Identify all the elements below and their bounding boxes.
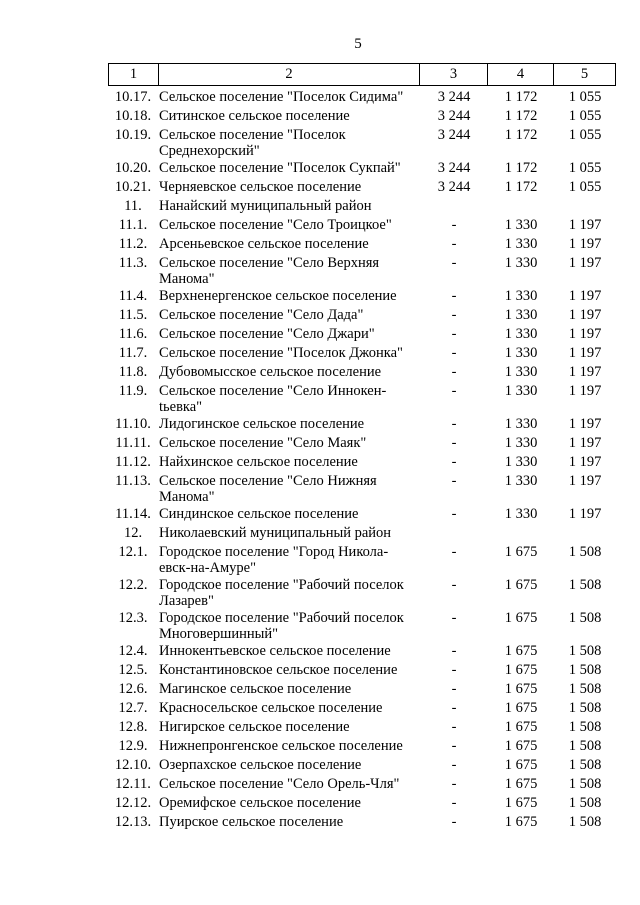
row-number: 12.13. bbox=[114, 814, 152, 830]
row-number: 11.3. bbox=[118, 255, 148, 271]
header-col-3: 3 bbox=[420, 64, 488, 86]
row-col-3: - bbox=[451, 544, 457, 560]
row-col-3 bbox=[420, 198, 488, 214]
row-name bbox=[158, 364, 420, 380]
row-col-3: - bbox=[451, 364, 457, 380]
row-col-5: 1 197 bbox=[568, 364, 602, 380]
row-name bbox=[158, 326, 420, 342]
table-row bbox=[108, 795, 615, 811]
row-number: 12.10. bbox=[114, 757, 152, 773]
row-col-4: 1 675 bbox=[504, 681, 538, 697]
row-name-line: Николаевский муниципальный район bbox=[159, 525, 392, 541]
table-body bbox=[108, 89, 615, 833]
row-name bbox=[158, 700, 420, 716]
row-col-4: 1 330 bbox=[504, 255, 538, 271]
row-col-3: - bbox=[451, 454, 457, 470]
row-col-3 bbox=[420, 525, 488, 541]
row-name-line: Нанайский муниципальный район bbox=[159, 198, 372, 214]
row-name-line: Сельское поселение "Село Джари" bbox=[159, 326, 375, 342]
row-number: 10.21. bbox=[114, 179, 152, 195]
row-name bbox=[158, 610, 420, 642]
row-name-line: Многовершинный" bbox=[159, 626, 279, 642]
table-row bbox=[108, 307, 615, 323]
row-name-line: Сельское поселение "Село Троицкое" bbox=[159, 217, 392, 233]
row-col-5: 1 197 bbox=[568, 326, 602, 342]
row-col-3: 3 244 bbox=[437, 179, 471, 195]
table-row bbox=[108, 345, 615, 361]
row-col-3: - bbox=[451, 719, 457, 735]
row-col-3: 3 244 bbox=[437, 108, 471, 124]
table-row bbox=[108, 416, 615, 432]
row-col-3: - bbox=[451, 814, 457, 830]
row-name-line: Черняевское сельское поселение bbox=[159, 179, 362, 195]
row-number: 12.5. bbox=[118, 662, 148, 678]
row-number: 10.18. bbox=[114, 108, 152, 124]
table-row bbox=[108, 288, 615, 304]
row-col-5: 1 197 bbox=[568, 454, 602, 470]
row-col-5: 1 508 bbox=[568, 795, 602, 811]
row-name bbox=[158, 719, 420, 735]
row-name-line: евск-на-Амуре" bbox=[159, 560, 257, 576]
row-col-4: 1 675 bbox=[504, 776, 538, 792]
row-name-line: Манома" bbox=[159, 271, 215, 287]
row-col-3: - bbox=[451, 288, 457, 304]
row-name bbox=[158, 473, 420, 505]
row-number: 12.2. bbox=[118, 577, 148, 593]
table-row bbox=[108, 700, 615, 716]
row-name-line: Сельское поселение "Село Дада" bbox=[159, 307, 364, 323]
table-row bbox=[108, 198, 615, 214]
row-col-5: 1 508 bbox=[568, 776, 602, 792]
row-col-4: 1 172 bbox=[504, 160, 538, 176]
table-row bbox=[108, 506, 615, 522]
row-col-4: 1 330 bbox=[504, 236, 538, 252]
table-row bbox=[108, 814, 615, 830]
table-row bbox=[108, 160, 615, 176]
row-col-5: 1 197 bbox=[568, 383, 602, 399]
row-name bbox=[158, 288, 420, 304]
row-col-4: 1 330 bbox=[504, 473, 538, 489]
row-name bbox=[158, 108, 420, 124]
row-col-4: 1 675 bbox=[504, 757, 538, 773]
row-col-3: - bbox=[451, 757, 457, 773]
row-col-5: 1 055 bbox=[568, 108, 602, 124]
row-col-3: - bbox=[451, 643, 457, 659]
row-col-3: 3 244 bbox=[437, 89, 471, 105]
row-name bbox=[158, 383, 420, 415]
row-number: 10.19. bbox=[114, 127, 152, 143]
row-number: 12.11. bbox=[115, 776, 151, 792]
row-col-3: - bbox=[451, 383, 457, 399]
row-col-4: 1 172 bbox=[504, 89, 538, 105]
row-col-4: 1 330 bbox=[504, 416, 538, 432]
row-name-line: Красносельское сельское поселение bbox=[159, 700, 383, 716]
row-col-5: 1 508 bbox=[568, 577, 602, 593]
row-name bbox=[158, 198, 420, 214]
row-name bbox=[158, 416, 420, 432]
row-col-5: 1 055 bbox=[568, 179, 602, 195]
row-col-4: 1 330 bbox=[504, 435, 538, 451]
table-row bbox=[108, 255, 615, 287]
header-col-1: 1 bbox=[109, 64, 159, 86]
row-name bbox=[158, 345, 420, 361]
row-name-line: Сельское поселение "Поселок Сидима" bbox=[159, 89, 404, 105]
table-row bbox=[108, 776, 615, 792]
row-name-line: Лазарев" bbox=[159, 593, 214, 609]
row-col-3: - bbox=[451, 307, 457, 323]
row-col-5: 1 508 bbox=[568, 544, 602, 560]
row-number: 11.9. bbox=[118, 383, 148, 399]
row-number: 11.10. bbox=[115, 416, 151, 432]
row-number: 11.2. bbox=[118, 236, 148, 252]
row-col-4: 1 330 bbox=[504, 345, 538, 361]
row-col-4: 1 172 bbox=[504, 179, 538, 195]
row-name-line: Городское поселение "Рабочий поселок bbox=[159, 577, 404, 593]
row-col-5: 1 197 bbox=[568, 345, 602, 361]
row-col-4: 1 172 bbox=[504, 127, 538, 143]
row-col-5: 1 508 bbox=[568, 814, 602, 830]
row-col-3: 3 244 bbox=[437, 127, 471, 143]
row-col-5: 1 508 bbox=[568, 643, 602, 659]
row-col-4 bbox=[488, 198, 554, 214]
row-name-line: Озерпахское сельское поселение bbox=[159, 757, 362, 773]
row-name-line: Сельское поселение "Село Иннокен- bbox=[159, 383, 387, 399]
table-row bbox=[108, 544, 615, 576]
row-col-4: 1 330 bbox=[504, 307, 538, 323]
row-number: 11. bbox=[124, 198, 142, 214]
row-col-4: 1 330 bbox=[504, 454, 538, 470]
row-name-line: Лидогинское сельское поселение bbox=[159, 416, 365, 432]
row-col-3: - bbox=[451, 217, 457, 233]
row-number: 12.8. bbox=[118, 719, 148, 735]
row-col-5: 1 508 bbox=[568, 681, 602, 697]
row-number: 11.1. bbox=[118, 217, 148, 233]
row-name-line: Сельское поселение "Село Нижняя bbox=[159, 473, 377, 489]
table-row bbox=[108, 435, 615, 451]
row-number: 11.13. bbox=[115, 473, 151, 489]
row-col-5: 1 508 bbox=[568, 757, 602, 773]
row-col-3: - bbox=[451, 738, 457, 754]
row-col-5: 1 508 bbox=[568, 738, 602, 754]
row-col-3: - bbox=[451, 506, 457, 522]
row-name bbox=[158, 179, 420, 195]
row-name-line: Синдинское сельское поселение bbox=[159, 506, 359, 522]
row-col-5 bbox=[554, 198, 616, 214]
row-col-4: 1 675 bbox=[504, 719, 538, 735]
row-name bbox=[158, 776, 420, 792]
row-col-5 bbox=[554, 525, 616, 541]
row-number: 11.11. bbox=[115, 435, 151, 451]
row-number: 12.4. bbox=[118, 643, 148, 659]
table-row bbox=[108, 108, 615, 124]
row-col-4: 1 330 bbox=[504, 326, 538, 342]
row-number: 11.8. bbox=[118, 364, 148, 380]
row-col-3: 3 244 bbox=[437, 160, 471, 176]
table-row bbox=[108, 473, 615, 505]
row-col-3: - bbox=[451, 326, 457, 342]
row-number: 11.5. bbox=[118, 307, 148, 323]
row-name bbox=[158, 454, 420, 470]
row-number: 11.4. bbox=[118, 288, 148, 304]
row-name bbox=[158, 544, 420, 576]
row-name bbox=[158, 217, 420, 233]
row-name-line: Константиновское сельское поселение bbox=[159, 662, 398, 678]
row-col-4: 1 675 bbox=[504, 643, 538, 659]
row-col-5: 1 197 bbox=[568, 416, 602, 432]
row-col-4: 1 330 bbox=[504, 506, 538, 522]
row-name-line: Сельское поселение "Село Верхняя bbox=[159, 255, 380, 271]
row-col-3: - bbox=[451, 795, 457, 811]
row-name bbox=[158, 435, 420, 451]
row-name-line: Пуирское сельское поселение bbox=[159, 814, 344, 830]
row-col-3: - bbox=[451, 435, 457, 451]
row-col-3: - bbox=[451, 681, 457, 697]
row-col-3: - bbox=[451, 776, 457, 792]
row-number: 10.20. bbox=[114, 160, 152, 176]
row-number: 12.6. bbox=[118, 681, 148, 697]
table-row bbox=[108, 364, 615, 380]
row-name bbox=[158, 757, 420, 773]
row-number: 12.12. bbox=[114, 795, 152, 811]
row-col-4: 1 330 bbox=[504, 364, 538, 380]
header-col-4: 4 bbox=[488, 64, 554, 86]
row-name-line: Городское поселение "Город Никола- bbox=[159, 544, 389, 560]
row-col-5: 1 508 bbox=[568, 610, 602, 626]
row-col-5: 1 197 bbox=[568, 288, 602, 304]
row-name bbox=[158, 506, 420, 522]
row-col-4: 1 172 bbox=[504, 108, 538, 124]
table-row bbox=[108, 236, 615, 252]
row-name-line: tьевка" bbox=[159, 399, 203, 415]
row-name-line: Оремифское сельское поселение bbox=[159, 795, 361, 811]
row-name-line: Нижнепронгенское сельское поселение bbox=[159, 738, 403, 754]
row-name-line: Магинское сельское поселение bbox=[159, 681, 352, 697]
row-name bbox=[158, 127, 420, 159]
row-name bbox=[158, 160, 420, 176]
row-name-line: Манома" bbox=[159, 489, 215, 505]
row-col-4: 1 675 bbox=[504, 662, 538, 678]
row-name bbox=[158, 681, 420, 697]
table-row bbox=[108, 454, 615, 470]
table-row bbox=[108, 610, 615, 642]
row-col-5: 1 197 bbox=[568, 506, 602, 522]
row-col-3: - bbox=[451, 473, 457, 489]
row-name bbox=[158, 662, 420, 678]
row-col-4: 1 675 bbox=[504, 814, 538, 830]
row-col-3: - bbox=[451, 662, 457, 678]
row-name-line: Сельское поселение "Село Маяк" bbox=[159, 435, 367, 451]
row-col-5: 1 055 bbox=[568, 127, 602, 143]
row-name-line: Городское поселение "Рабочий поселок bbox=[159, 610, 404, 626]
row-name-line: Верхненергенское сельское поселение bbox=[159, 288, 397, 304]
row-col-5: 1 508 bbox=[568, 719, 602, 735]
row-col-5: 1 197 bbox=[568, 217, 602, 233]
table-row bbox=[108, 662, 615, 678]
row-number: 11.6. bbox=[118, 326, 148, 342]
row-number: 12.7. bbox=[118, 700, 148, 716]
row-col-4: 1 675 bbox=[504, 738, 538, 754]
table-row bbox=[108, 738, 615, 754]
row-name bbox=[158, 307, 420, 323]
table-row bbox=[108, 525, 615, 541]
table-row bbox=[108, 89, 615, 105]
table-header bbox=[108, 63, 616, 86]
row-name bbox=[158, 814, 420, 830]
row-name bbox=[158, 577, 420, 609]
table-row bbox=[108, 643, 615, 659]
row-number: 11.12. bbox=[115, 454, 151, 470]
row-col-3: - bbox=[451, 416, 457, 432]
row-name bbox=[158, 236, 420, 252]
row-name-line: Сельское поселение "Поселок Сукпай" bbox=[159, 160, 401, 176]
header-col-2: 2 bbox=[159, 64, 420, 86]
row-col-3: - bbox=[451, 236, 457, 252]
row-number: 12.3. bbox=[118, 610, 148, 626]
table-row bbox=[108, 326, 615, 342]
row-name-line: Сельское поселение "Поселок Джонка" bbox=[159, 345, 403, 361]
row-number: 11.7. bbox=[118, 345, 148, 361]
row-col-3: - bbox=[451, 610, 457, 626]
row-number: 10.17. bbox=[114, 89, 152, 105]
row-name bbox=[158, 738, 420, 754]
row-col-5: 1 508 bbox=[568, 700, 602, 716]
row-col-5: 1 055 bbox=[568, 160, 602, 176]
row-col-3: - bbox=[451, 577, 457, 593]
table-row bbox=[108, 719, 615, 735]
row-name-line: Иннокентьевское сельское поселение bbox=[159, 643, 391, 659]
row-name bbox=[158, 643, 420, 659]
row-col-5: 1 197 bbox=[568, 255, 602, 271]
row-col-4: 1 675 bbox=[504, 795, 538, 811]
row-col-4: 1 675 bbox=[504, 610, 538, 626]
row-name-line: Сельское поселение "Поселок bbox=[159, 127, 346, 143]
row-name-line: Сельское поселение "Село Орель-Чля" bbox=[159, 776, 400, 792]
row-col-4: 1 330 bbox=[504, 217, 538, 233]
row-col-4: 1 675 bbox=[504, 544, 538, 560]
table-row bbox=[108, 383, 615, 415]
row-col-4: 1 675 bbox=[504, 700, 538, 716]
row-name bbox=[158, 795, 420, 811]
row-col-4 bbox=[488, 525, 554, 541]
row-name-line: Ситинское сельское поселение bbox=[159, 108, 350, 124]
table-row bbox=[108, 681, 615, 697]
row-name bbox=[158, 525, 420, 541]
row-col-4: 1 330 bbox=[504, 288, 538, 304]
table-row bbox=[108, 577, 615, 609]
row-col-5: 1 508 bbox=[568, 662, 602, 678]
page-number: 5 bbox=[354, 36, 362, 52]
row-name-line: Найхинское сельское поселение bbox=[159, 454, 358, 470]
header-col-5: 5 bbox=[554, 64, 616, 86]
row-number: 11.14. bbox=[115, 506, 151, 522]
table-row bbox=[108, 757, 615, 773]
row-number: 12.9. bbox=[118, 738, 148, 754]
row-col-3: - bbox=[451, 255, 457, 271]
table-row bbox=[108, 127, 615, 159]
row-col-3: - bbox=[451, 700, 457, 716]
row-name-line: Нигирское сельское поселение bbox=[159, 719, 350, 735]
row-name-line: Дубовомысское сельское поселение bbox=[159, 364, 382, 380]
row-name bbox=[158, 255, 420, 287]
row-col-4: 1 675 bbox=[504, 577, 538, 593]
row-name-line: Среднехорский" bbox=[159, 143, 260, 159]
table-row bbox=[108, 217, 615, 233]
row-col-3: - bbox=[451, 345, 457, 361]
row-number: 12.1. bbox=[118, 544, 148, 560]
table-row bbox=[108, 179, 615, 195]
row-col-4: 1 330 bbox=[504, 383, 538, 399]
row-number: 12. bbox=[123, 525, 143, 541]
row-name-line: Арсеньевское сельское поселение bbox=[159, 236, 369, 252]
row-col-5: 1 055 bbox=[568, 89, 602, 105]
row-col-5: 1 197 bbox=[568, 435, 602, 451]
row-col-5: 1 197 bbox=[568, 473, 602, 489]
row-col-5: 1 197 bbox=[568, 307, 602, 323]
row-col-5: 1 197 bbox=[568, 236, 602, 252]
row-name bbox=[158, 89, 420, 105]
